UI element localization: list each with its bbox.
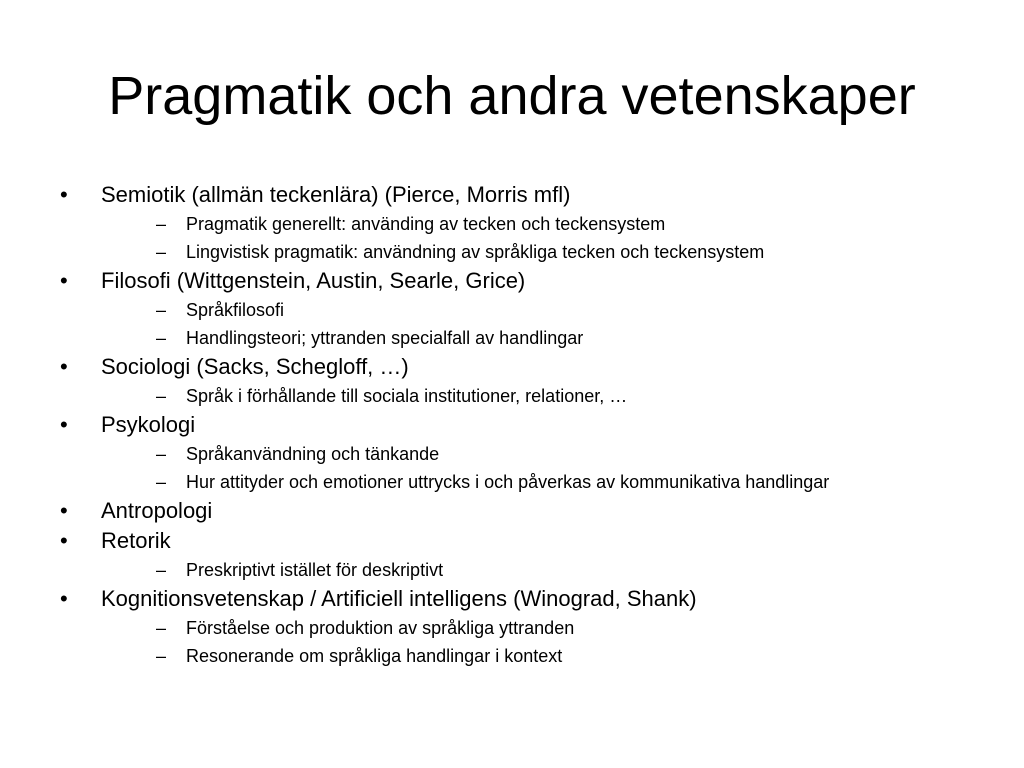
bullet-item xyxy=(60,526,1000,584)
bullet-marker: • xyxy=(60,182,68,207)
bullet-text: Sociologi (Sacks, Schegloff, …) xyxy=(101,354,409,379)
sub-list xyxy=(101,382,1000,410)
sub-item xyxy=(101,642,1000,670)
sub-item xyxy=(101,382,1000,410)
dash-marker: – xyxy=(156,328,167,348)
sub-text: Språkanvändning och tänkande xyxy=(186,444,440,464)
sub-item xyxy=(101,468,1000,496)
sub-text: Handlingsteori; yttranden specialfall av handlingar xyxy=(186,328,584,348)
sub-list xyxy=(101,556,1000,584)
bullet-item xyxy=(60,410,1000,496)
bullet-text: Retorik xyxy=(101,528,171,553)
dash-marker: – xyxy=(156,214,167,234)
bullet-marker: • xyxy=(60,498,68,523)
sub-list xyxy=(101,614,1000,670)
sub-list xyxy=(101,210,1000,266)
sub-list xyxy=(101,296,1000,352)
sub-text: Hur attityder och emotioner uttrycks i och påverkas av kommunikativa handlingar xyxy=(186,472,830,492)
sub-item xyxy=(101,440,1000,468)
bullet-text: Psykologi xyxy=(101,412,196,437)
sub-text: Lingvistisk pragmatik: användning av språkliga tecken och teckensystem xyxy=(186,242,765,262)
sub-text: Förståelse och produktion av språkliga yttranden xyxy=(186,618,575,638)
slide-title: Pragmatik och andra vetenskaper xyxy=(108,66,916,126)
bullet-text: Antropologi xyxy=(101,498,213,523)
sub-text: Språk i förhållande till sociala institutioner, relationer, … xyxy=(186,386,628,406)
bullet-item xyxy=(60,266,1000,352)
sub-text: Preskriptivt istället för deskriptivt xyxy=(186,560,444,580)
bullet-list xyxy=(60,180,1000,670)
dash-marker: – xyxy=(156,646,167,666)
dash-marker: – xyxy=(156,444,167,464)
dash-marker: – xyxy=(156,560,167,580)
bullet-item xyxy=(60,352,1000,410)
dash-marker: – xyxy=(156,242,167,262)
bullet-item xyxy=(60,584,1000,670)
bullet-item xyxy=(60,496,1000,526)
sub-item xyxy=(101,614,1000,642)
sub-item xyxy=(101,296,1000,324)
bullet-text: Semiotik (allmän teckenlära) (Pierce, Morris mfl) xyxy=(101,182,571,207)
sub-item xyxy=(101,556,1000,584)
bullet-item xyxy=(60,180,1000,266)
bullet-marker: • xyxy=(60,268,68,293)
bullet-marker: • xyxy=(60,412,68,437)
sub-item xyxy=(101,238,1000,266)
sub-item xyxy=(101,210,1000,238)
bullet-marker: • xyxy=(60,586,68,611)
sub-text: Pragmatik generellt: använding av tecken och teckensystem xyxy=(186,214,666,234)
bullet-marker: • xyxy=(60,528,68,553)
dash-marker: – xyxy=(156,472,167,492)
sub-list xyxy=(101,440,1000,496)
bullet-text: Kognitionsvetenskap / Artificiell intelligens (Winograd, Shank) xyxy=(101,586,697,611)
dash-marker: – xyxy=(156,386,167,406)
dash-marker: – xyxy=(156,618,167,638)
sub-text: Språkfilosofi xyxy=(186,300,285,320)
sub-item xyxy=(101,324,1000,352)
bullet-marker: • xyxy=(60,354,68,379)
dash-marker: – xyxy=(156,300,167,320)
bullet-text: Filosofi (Wittgenstein, Austin, Searle, Grice) xyxy=(101,268,526,293)
sub-text: Resonerande om språkliga handlingar i kontext xyxy=(186,646,563,666)
